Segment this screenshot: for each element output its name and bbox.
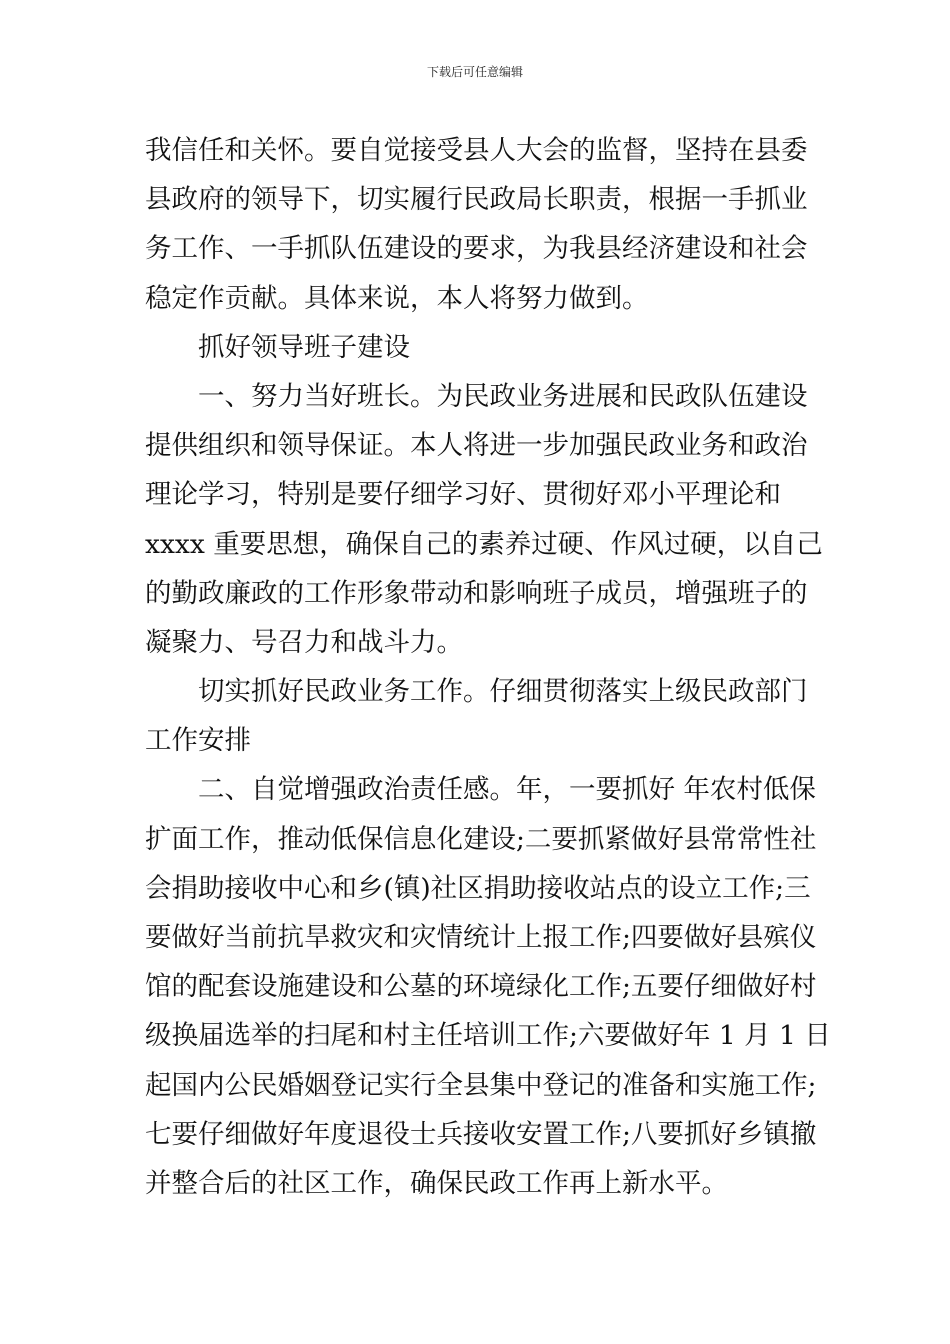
text-line: 稳定作贡献。具体来说，本人将努力做到。 [145,282,649,314]
text-line: 馆的配套设施建设和公墓的环境绿化工作;五要仔细做好村 [145,971,817,1003]
text-line: 提供组织和领导保证。本人将进一步加强民政业务和政治 [145,430,808,462]
page-header: 下载后可任意编辑 [426,65,523,79]
text-line: 并整合后的社区工作，确保民政工作再上新水平。 [145,1167,728,1199]
paragraph [145,765,831,1208]
text-line: 一、努力当好班长。为民政业务进展和民政队伍建设 [198,380,808,412]
text-line: 会捐助接收中心和乡(镇)社区捐助接收站点的设立工作;三 [145,872,811,904]
text-line: 级换届选举的扫尾和村主任培训工作;六要做好年 1 月 1 日 [145,1020,831,1052]
text-line: xxxx 重要思想，确保自己的素养过硬、作风过硬，以自己 [145,528,823,560]
text-line: 县政府的领导下，切实履行民政局长职责，根据一手抓业 [145,184,808,216]
text-line: 要做好当前抗旱救灾和灾情统计上报工作;四要做好县殡仪 [145,922,817,953]
text-line: 的勤政廉政的工作形象带动和影响班子成员，增强班子的 [145,577,808,609]
text-line: 二、自觉增强政治责任感。年，一要抓好 年农村低保 [198,774,816,806]
text-line: 我信任和关怀。要自觉接受县人大会的监督，坚持在县委 [145,135,808,166]
paragraph [145,667,807,765]
text-line: 抓好领导班子建设 [198,331,410,363]
text-line: 七要仔细做好年度退役士兵接收安置工作;八要抓好乡镇撤 [145,1118,817,1150]
paragraph [145,126,807,323]
text-line: 务工作、一手抓队伍建设的要求，为我县经济建设和社会 [145,233,808,265]
section-heading [145,323,807,372]
text-line: 理论学习，特别是要仔细学习好、贯彻好邓小平理论和 [145,479,781,511]
text-line: 扩面工作，推动低保信息化建设;二要抓紧做好县常常性社 [145,823,817,855]
text-line: 切实抓好民政业务工作。仔细贯彻落实上级民政部门 [198,676,808,708]
document-body [145,126,831,1208]
text-line: 起国内公民婚姻登记实行全县集中登记的准备和实施工作; [145,1069,817,1101]
text-line: 凝聚力、号召力和战斗力。 [145,626,463,658]
paragraph [145,372,823,667]
text-line: 工作安排 [145,725,251,757]
